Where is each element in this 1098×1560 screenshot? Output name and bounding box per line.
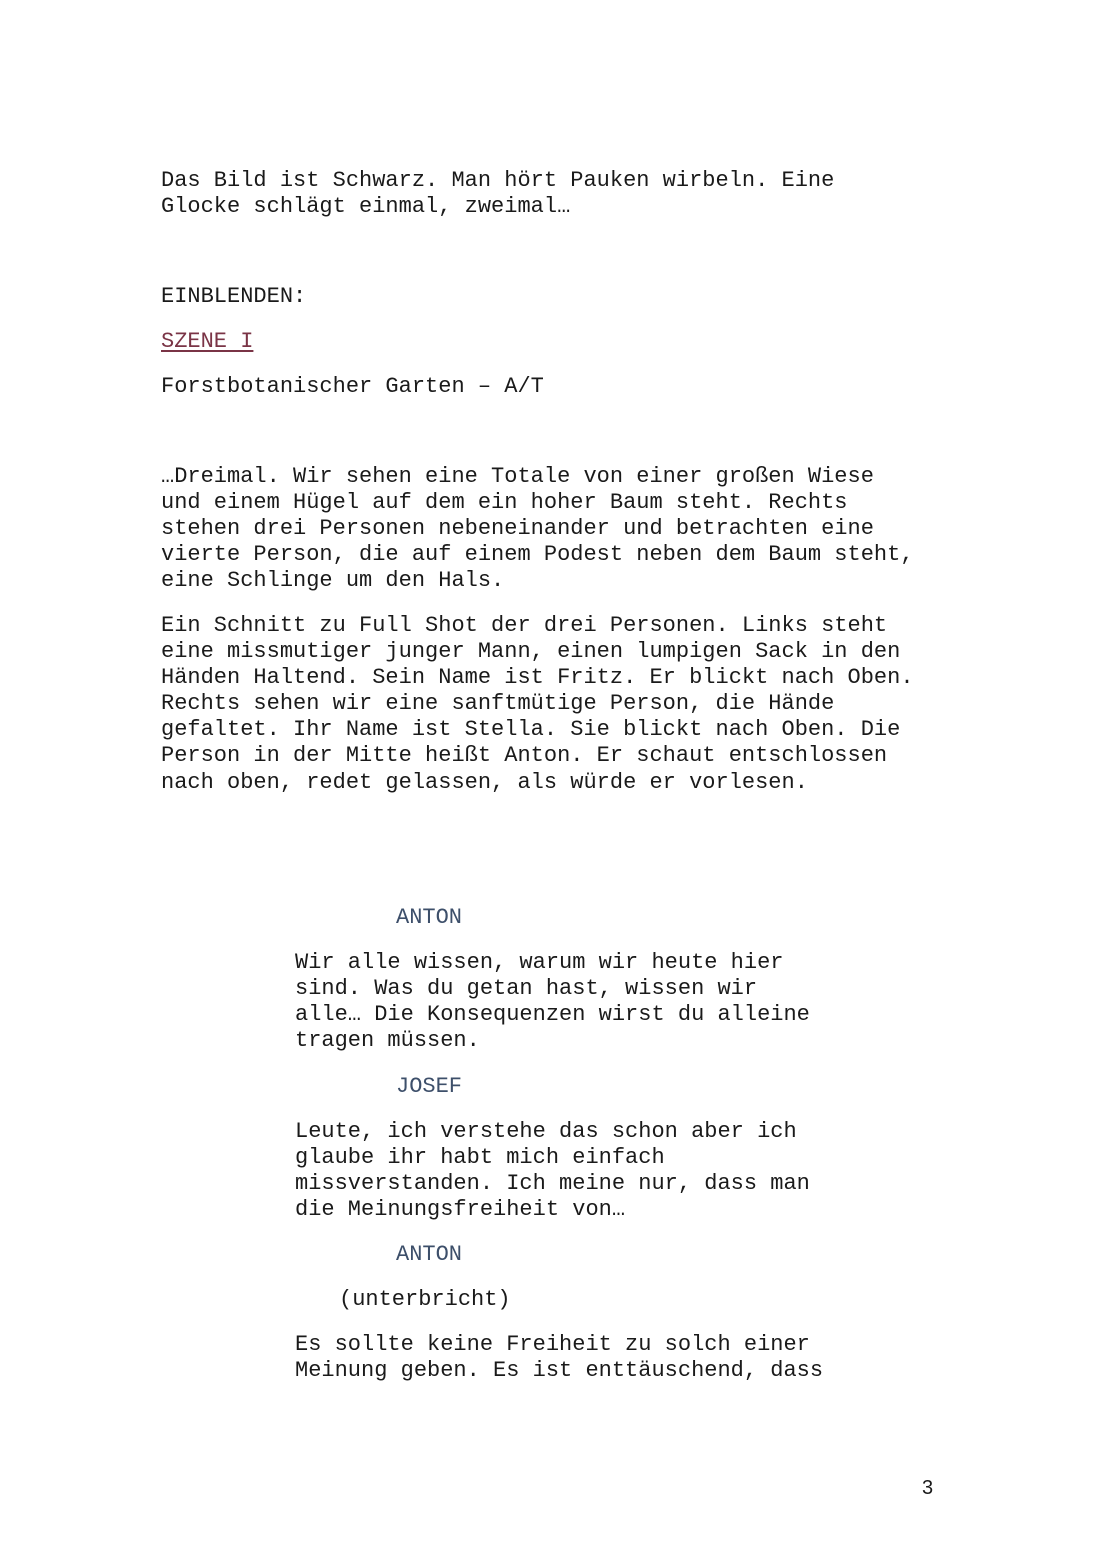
character-name: ANTON [396, 1242, 463, 1267]
dialogue: Wir alle wissen, warum wir heute hier sind. Was du getan hast, wissen wir alle… Die Konsequenzen wirst du alleine tragen müssen. [295, 950, 810, 1054]
scene-heading: SZENE I [161, 329, 254, 354]
page-number: 3 [922, 1477, 934, 1499]
scene-location: Forstbotanischer Garten – A/T [161, 374, 544, 399]
action-paragraph-1: …Dreimal. Wir sehen eine Totale von einer großen Wiese und einem Hügel auf dem ein hoher Baum steht. Rechts stehen drei Personen nebeneinander und betrachten eine vierte Person, die auf einem Podest neben dem Baum steht, eine Schlinge um den Hals. [161, 464, 914, 594]
opening-action: Das Bild ist Schwarz. Man hört Pauken wirbeln. Eine Glocke schlägt einmal, zweimal… [161, 168, 835, 220]
character-name: ANTON [396, 905, 463, 930]
transition: EINBLENDEN: [161, 284, 307, 309]
dialogue: Es sollte keine Freiheit zu solch einer Meinung geben. Es ist enttäuschend, dass [295, 1332, 824, 1384]
dialogue: Leute, ich verstehe das schon aber ich glaube ihr habt mich einfach missverstanden. Ich meine nur, dass man die Meinungsfreiheit von… [295, 1119, 810, 1223]
action-paragraph-2: Ein Schnitt zu Full Shot der drei Personen. Links steht eine missmutiger junger Mann, einen lumpigen Sack in den Händen Haltend. Sein Name ist Fritz. Er blickt nach Oben. Rechts sehen wir eine sanftmütige Person, die Hände gefaltet. Ihr Name ist Stella. Sie blickt nach Oben. Die Person in der Mitte heißt Anton. Er schaut entschlossen nach oben, redet gelassen, als würde er vorlesen. [161, 613, 914, 795]
parenthetical: (unterbricht) [339, 1287, 511, 1312]
character-name: JOSEF [396, 1074, 463, 1099]
